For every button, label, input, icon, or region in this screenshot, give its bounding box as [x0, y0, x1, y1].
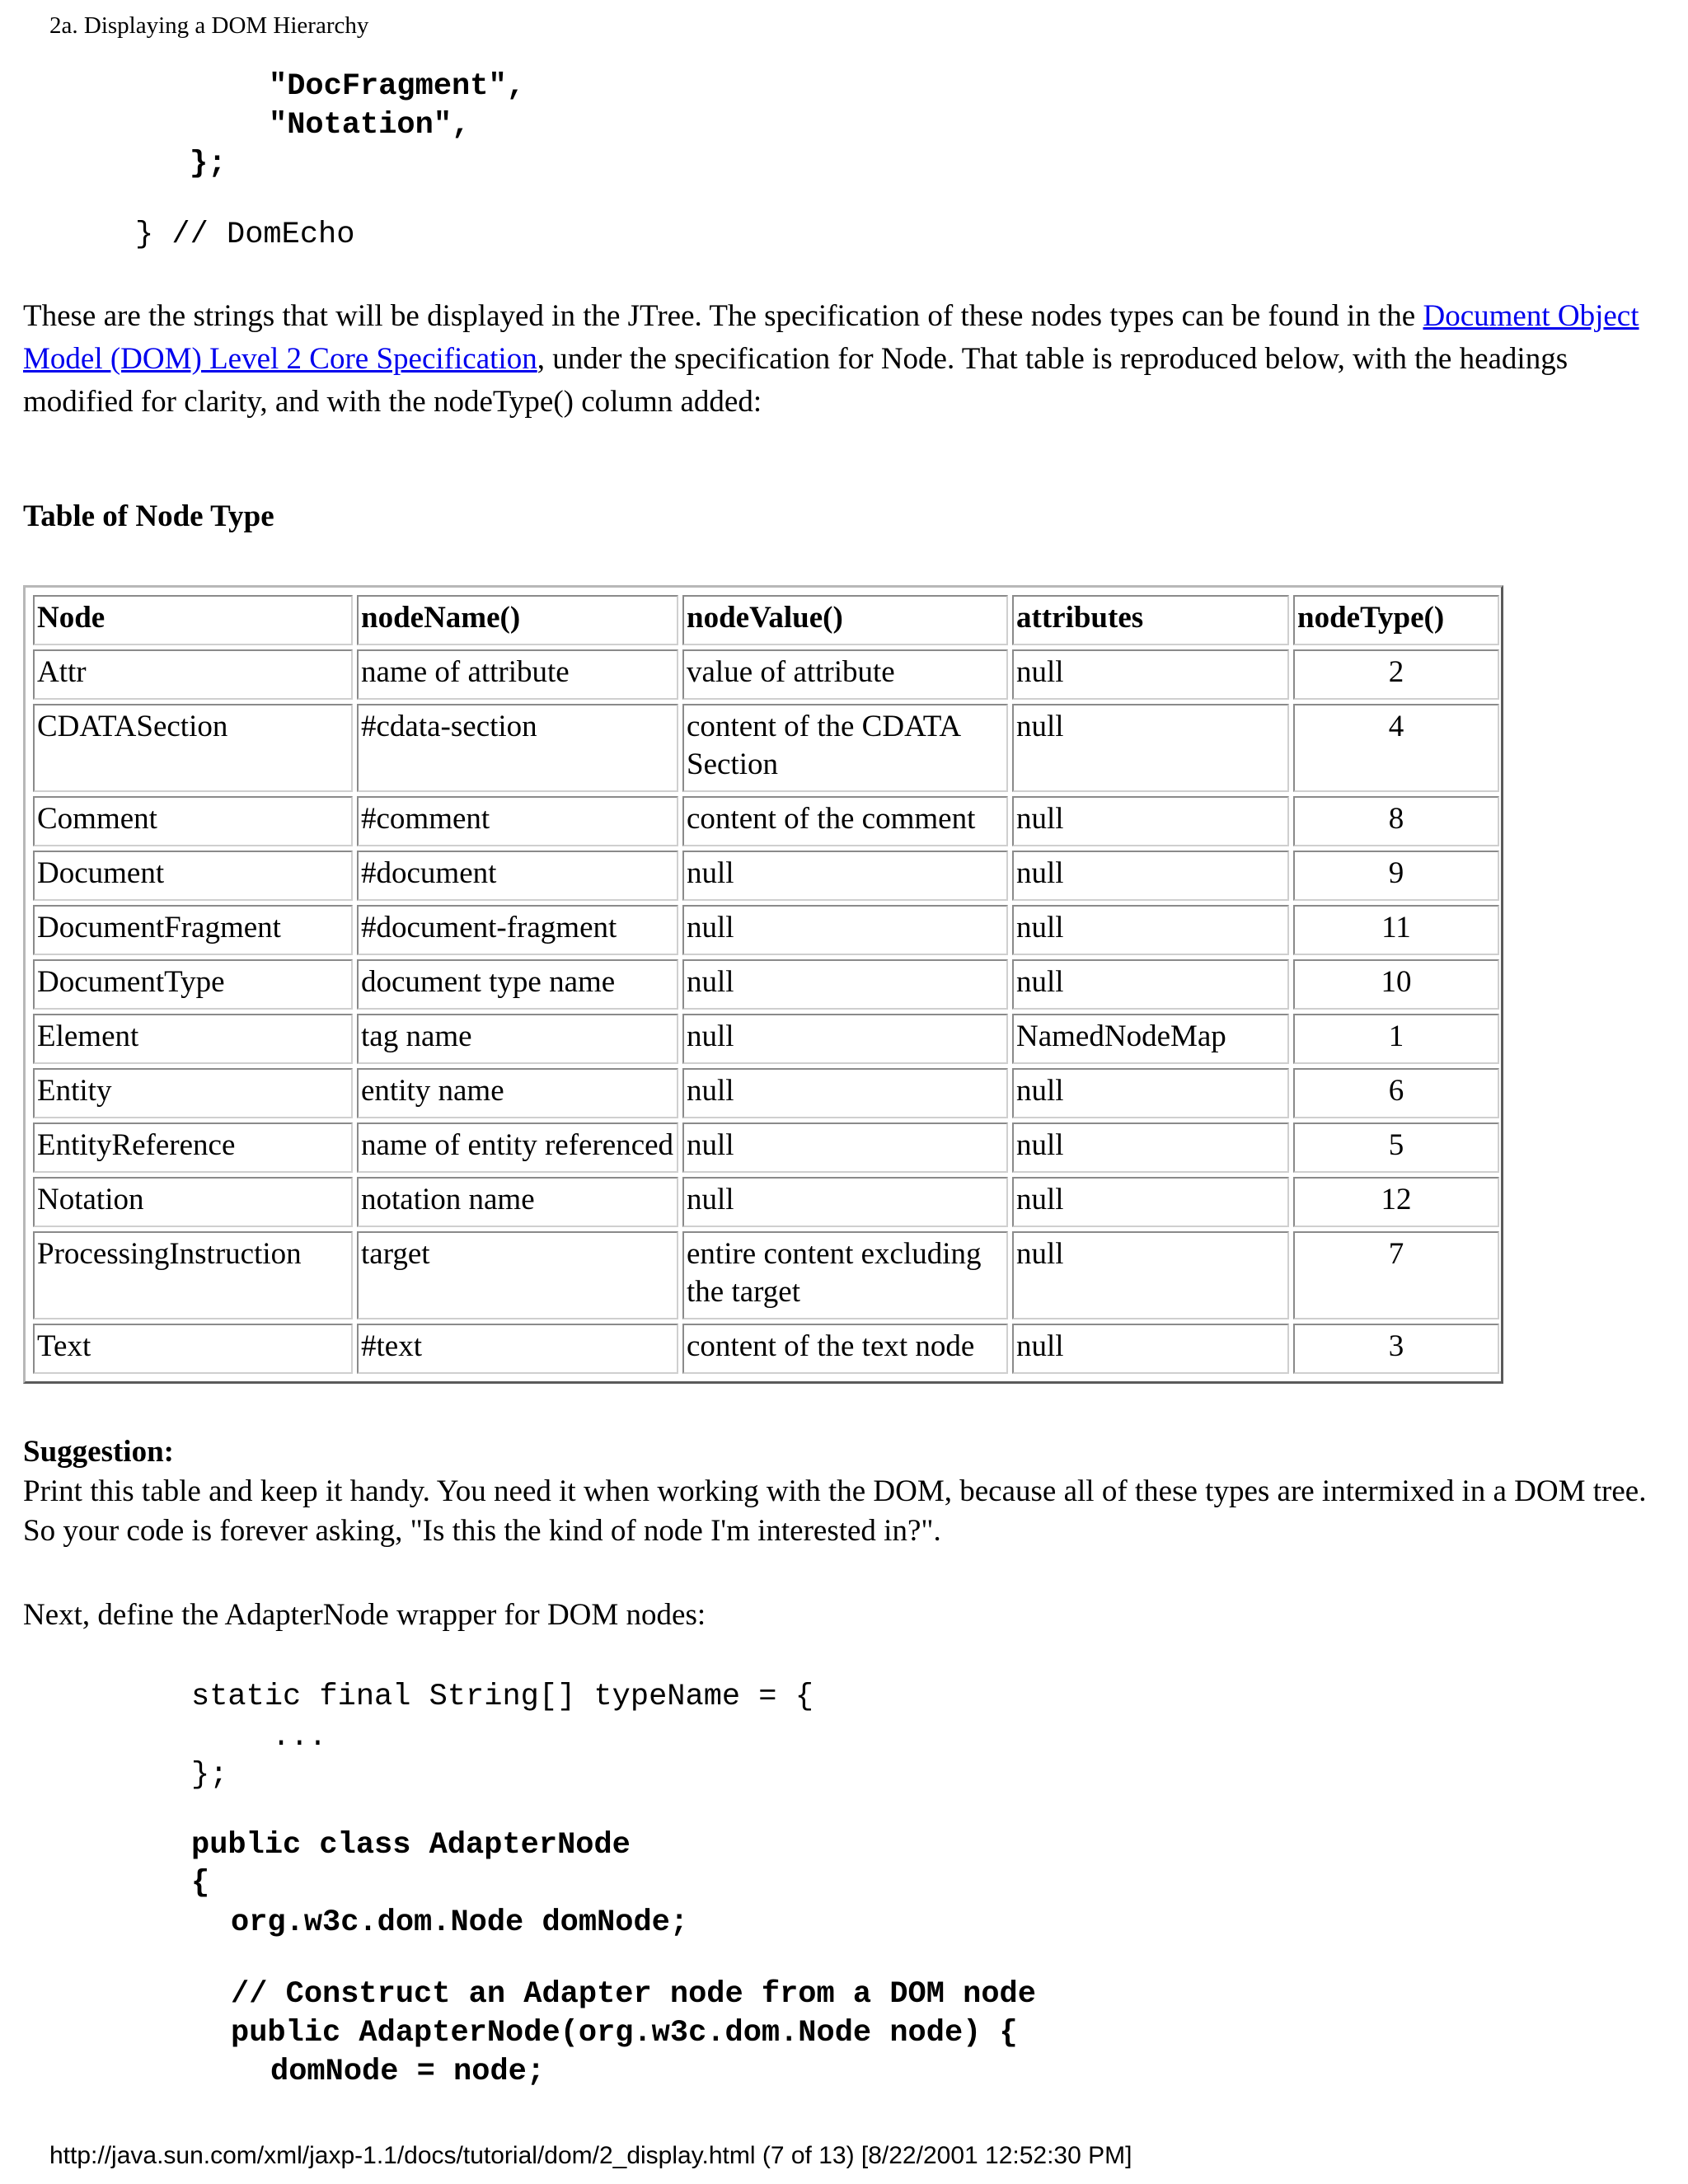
cell-nodename: #document-fragment [357, 905, 678, 955]
code-typename-decl: static final String[] typeName = { [191, 1680, 814, 1714]
code-constructor: public AdapterNode(org.w3c.dom.Node node) { [231, 2016, 1018, 2050]
node-type-table-frame [23, 585, 1503, 1384]
cell-attributes: null [1012, 796, 1289, 846]
cell-nodevalue: null [682, 1177, 1008, 1227]
cell-nodename: name of entity referenced [357, 1122, 678, 1173]
cell-attributes: null [1012, 905, 1289, 955]
intro-text-after: , under the specification for Node. That table is reproduced below, with the headings modified for clarity, and with the nodeType() column added: [23, 342, 1568, 419]
cell-nodename: #comment [357, 796, 678, 846]
header-node: Node [33, 595, 353, 645]
table-row [33, 1068, 1499, 1118]
suggestion-lead: Suggestion: [23, 1435, 174, 1469]
cell-nodevalue: null [682, 905, 1008, 955]
cell-nodetype: 3 [1293, 1324, 1499, 1374]
cell-nodevalue: content of the text node [682, 1324, 1008, 1374]
code-closing-brace: }; [190, 147, 227, 181]
cell-nodevalue: value of attribute [682, 649, 1008, 700]
cell-attributes: null [1012, 851, 1289, 901]
cell-nodetype: 12 [1293, 1177, 1499, 1227]
table-row [33, 905, 1499, 955]
code-class-open: { [191, 1866, 210, 1900]
cell-nodename: #document [357, 851, 678, 901]
header-nodetype: nodeType() [1293, 595, 1499, 645]
cell-nodetype: 11 [1293, 905, 1499, 955]
cell-nodetype: 7 [1293, 1231, 1499, 1319]
cell-node: Element [33, 1014, 353, 1064]
cell-attributes: null [1012, 1122, 1289, 1173]
cell-nodename: tag name [357, 1014, 678, 1064]
page-header-title: 2a. Displaying a DOM Hierarchy [49, 12, 369, 39]
node-type-table [29, 591, 1503, 1378]
code-field-decl: org.w3c.dom.Node domNode; [231, 1905, 689, 1940]
table-row [33, 796, 1499, 846]
cell-nodename: document type name [357, 959, 678, 1010]
cell-node: Entity [33, 1068, 353, 1118]
cell-node: Comment [33, 796, 353, 846]
header-nodevalue: nodeValue() [682, 595, 1008, 645]
cell-nodename: name of attribute [357, 649, 678, 700]
cell-nodevalue: entire content excluding the target [682, 1231, 1008, 1319]
table-row [33, 1014, 1499, 1064]
cell-node: Notation [33, 1177, 353, 1227]
header-attributes: attributes [1012, 595, 1289, 645]
code-domecho-end: } // DomEcho [135, 218, 355, 252]
cell-nodetype: 10 [1293, 959, 1499, 1010]
cell-attributes: null [1012, 704, 1289, 792]
cell-nodevalue: content of the CDATA Section [682, 704, 1008, 792]
cell-attributes: null [1012, 1177, 1289, 1227]
code-typename-close: }; [191, 1758, 228, 1793]
cell-attributes: null [1012, 1068, 1289, 1118]
cell-nodetype: 5 [1293, 1122, 1499, 1173]
cell-nodevalue: null [682, 851, 1008, 901]
header-nodename: nodeName() [357, 595, 678, 645]
table-row [33, 959, 1499, 1010]
code-assignment: domNode = node; [270, 2055, 546, 2089]
cell-attributes: null [1012, 1324, 1289, 1374]
footer-url: http://java.sun.com/xml/jaxp-1.1/docs/tutorial/dom/2_display.html (7 of 13) [8/22/2001 12:52:30 PM] [49, 2142, 1132, 2169]
cell-nodevalue: null [682, 1122, 1008, 1173]
cell-node: Document [33, 851, 353, 901]
cell-attributes: null [1012, 649, 1289, 700]
table-row [33, 704, 1499, 792]
table-heading: Table of Node Type [23, 499, 274, 533]
cell-nodevalue: null [682, 959, 1008, 1010]
code-comment: // Construct an Adapter node from a DOM node [231, 1977, 1036, 2012]
cell-node: DocumentType [33, 959, 353, 1010]
cell-node: Attr [33, 649, 353, 700]
intro-paragraph [23, 295, 1663, 424]
cell-nodename: #cdata-section [357, 704, 678, 792]
table-row [33, 1122, 1499, 1173]
table-header-row [33, 595, 1499, 645]
table-body [33, 649, 1499, 1374]
cell-attributes: NamedNodeMap [1012, 1014, 1289, 1064]
cell-nodevalue: null [682, 1068, 1008, 1118]
suggestion-block [23, 1432, 1663, 1551]
table-row [33, 851, 1499, 901]
cell-node: ProcessingInstruction [33, 1231, 353, 1319]
dom-spec-link[interactable]: Document Object Model (DOM) Level 2 Core Specification [23, 299, 1639, 376]
cell-nodename: #text [357, 1324, 678, 1374]
cell-node: Text [33, 1324, 353, 1374]
table-row [33, 649, 1499, 700]
table-row [33, 1324, 1499, 1374]
cell-nodename: notation name [357, 1177, 678, 1227]
cell-attributes: null [1012, 959, 1289, 1010]
cell-nodename: entity name [357, 1068, 678, 1118]
cell-node: CDATASection [33, 704, 353, 792]
next-paragraph: Next, define the AdapterNode wrapper for DOM nodes: [23, 1598, 706, 1632]
suggestion-text: Print this table and keep it handy. You need it when working with the DOM, because all of these types are intermixed in a DOM tree. So your code is forever asking, "Is this the kind of node I'm interested in?". [23, 1474, 1647, 1548]
cell-nodevalue: content of the comment [682, 796, 1008, 846]
cell-nodetype: 9 [1293, 851, 1499, 901]
code-ellipsis: ... [272, 1720, 327, 1755]
cell-nodevalue: null [682, 1014, 1008, 1064]
cell-nodetype: 2 [1293, 649, 1499, 700]
cell-nodetype: 6 [1293, 1068, 1499, 1118]
table-row [33, 1177, 1499, 1227]
cell-node: DocumentFragment [33, 905, 353, 955]
cell-attributes: null [1012, 1231, 1289, 1319]
intro-text-before: These are the strings that will be displayed in the JTree. The specification of these nodes types can be found in the [23, 299, 1423, 333]
cell-nodetype: 4 [1293, 704, 1499, 792]
cell-nodetype: 8 [1293, 796, 1499, 846]
cell-node: EntityReference [33, 1122, 353, 1173]
code-block-strings: "DocFragment", "Notation", [269, 69, 525, 143]
table-row [33, 1231, 1499, 1319]
cell-nodename: target [357, 1231, 678, 1319]
code-class-decl: public class AdapterNode [191, 1828, 631, 1863]
cell-nodetype: 1 [1293, 1014, 1499, 1064]
